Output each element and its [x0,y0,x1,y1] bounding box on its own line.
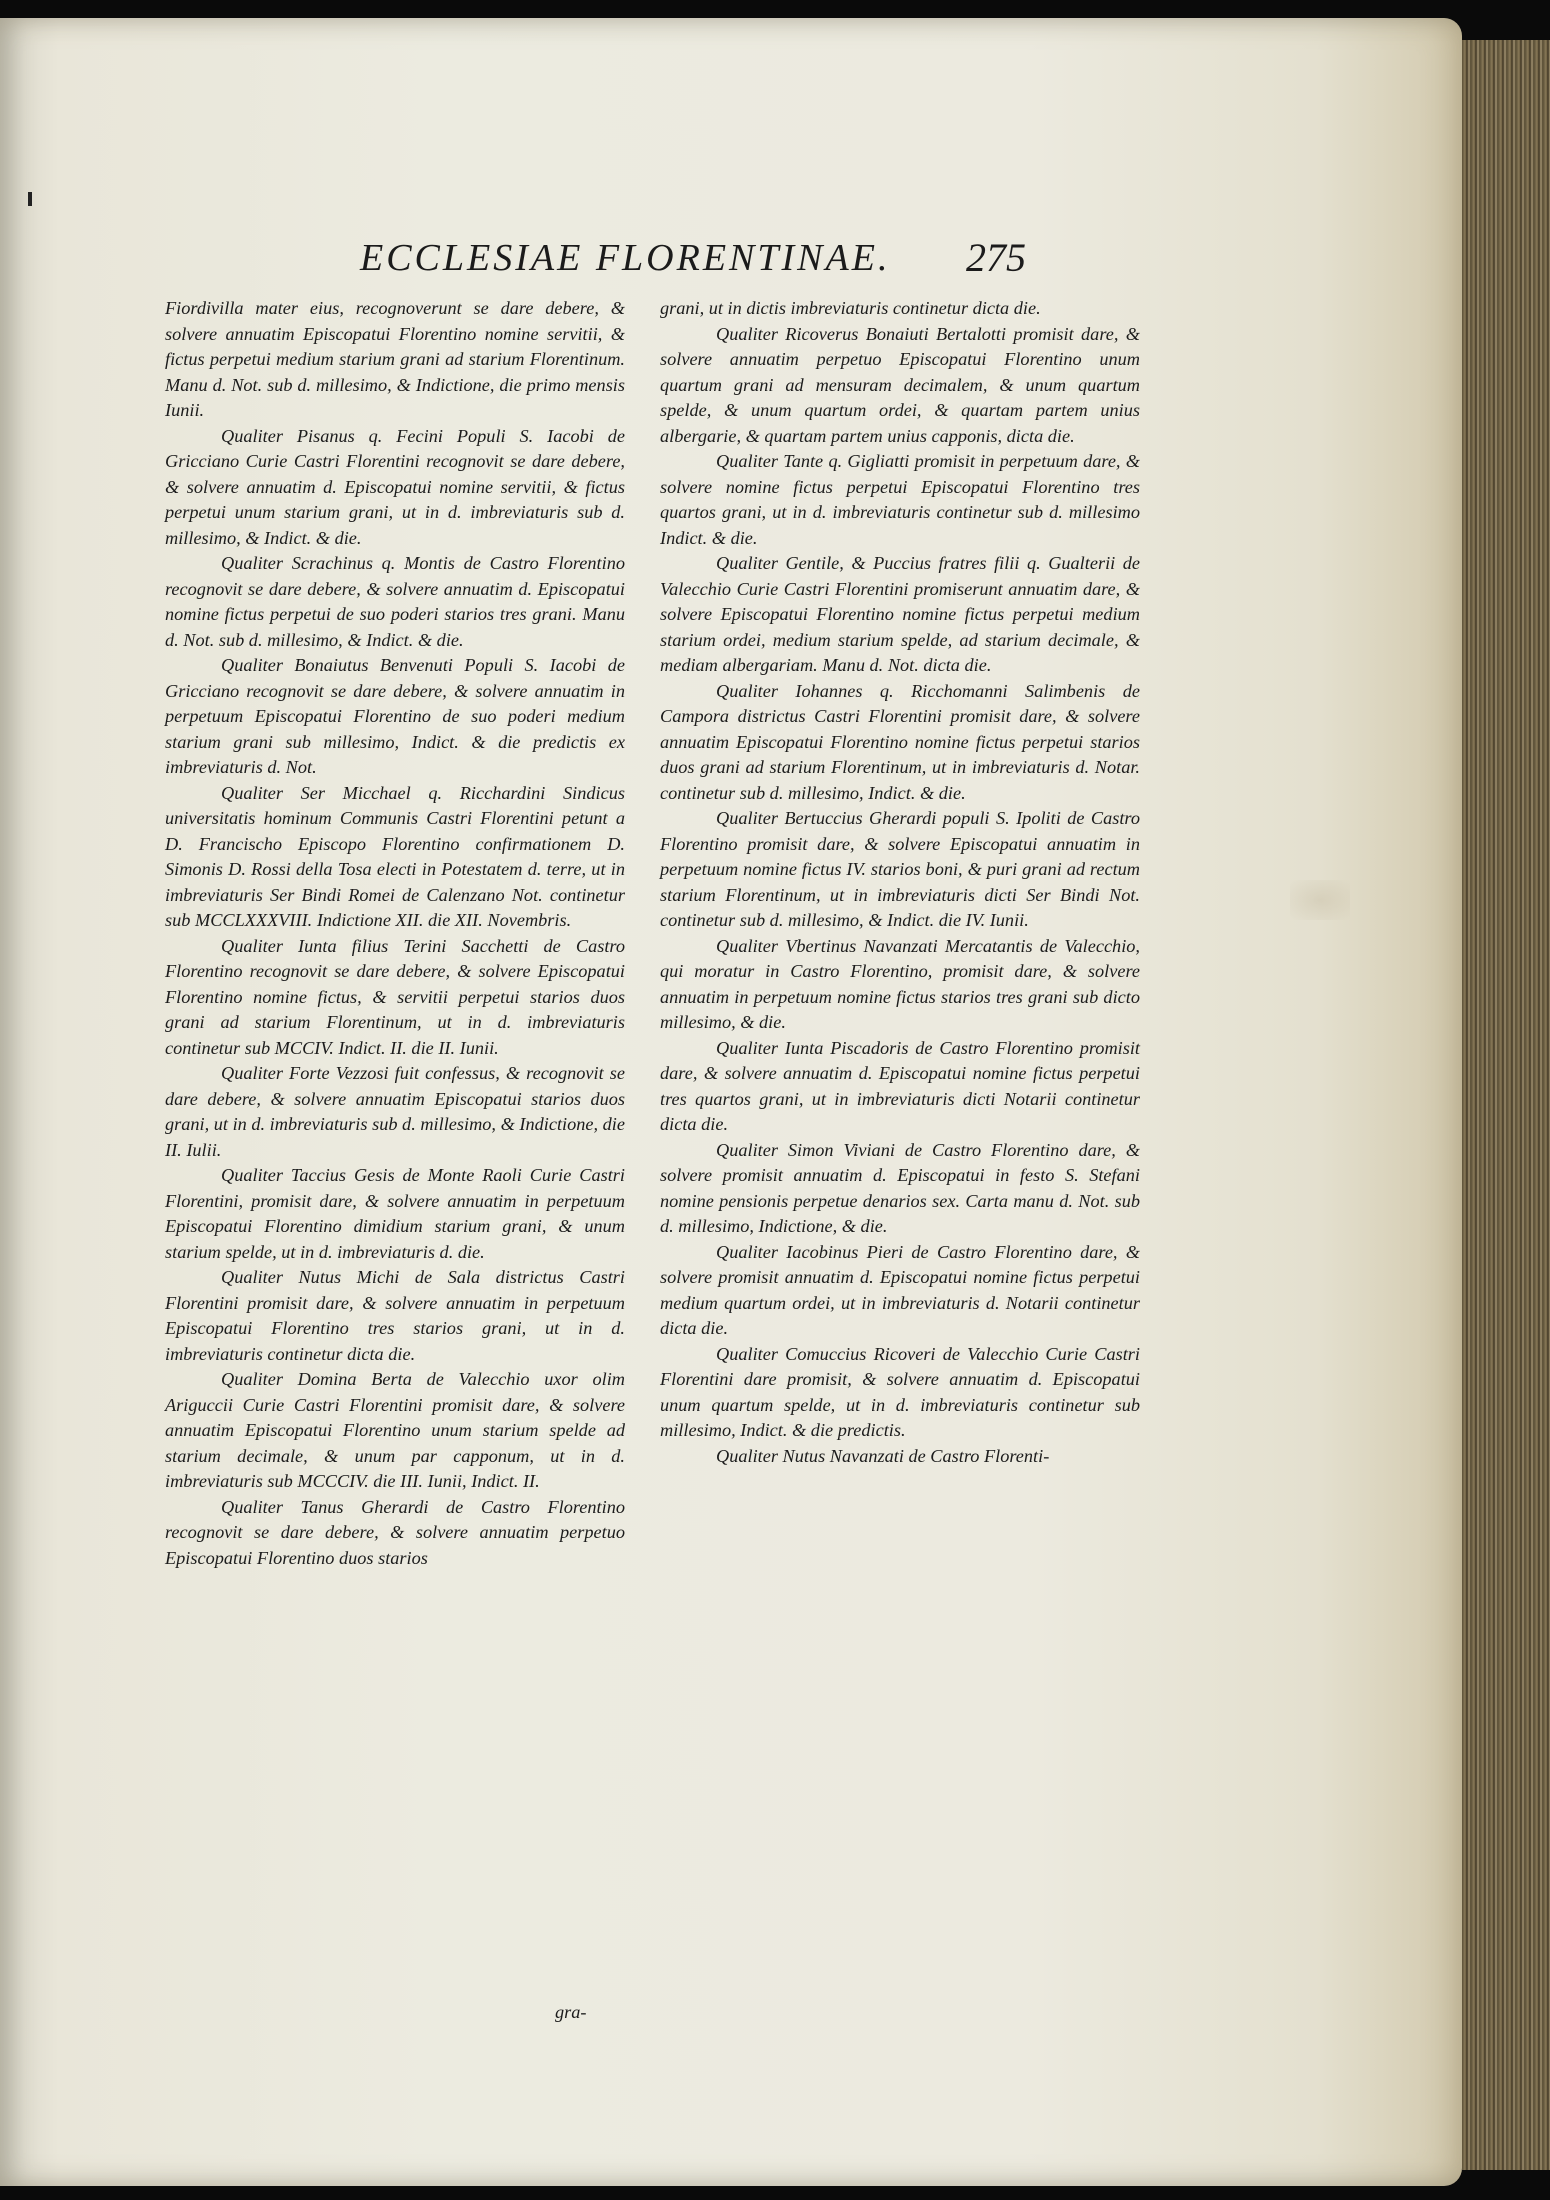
paragraph: Qualiter Tante q. Gigliatti promisit in perpetuum dare, & solvere nomine fictus perpetui Episcopatui Florentino tres quartos grani, ut in d. imbreviaturis continetur sub d. millesimo Indict. & die. [660,451,1140,548]
paragraph: Qualiter Ser Micchael q. Ricchardini Sindicus universitatis hominum Communis Castri Florentini petunt a D. Francischo Episcopo Florentino confirmationem D. Simonis D. Rossi della Tosa electi in Potestatem d. terre, ut in imbreviaturis Ser Bindi Romei de Calenzano Not. continetur sub MCCLXXXVIII. Indictione XII. die XII. Novembris. [165,782,625,930]
right-column [660,296,1140,1469]
paragraph: Qualiter Domina Berta de Valecchio uxor olim Ariguccii Curie Castri Florentini promisit dare, & solvere annuatim Episcopatui Florentino unum starium spelde ad starium decimale, & unum par capponum, ut in d. imbreviaturis sub MCCCIV. die III. Iunii, Indict. II. [165,1369,625,1491]
paragraph: Qualiter Simon Viviani de Castro Florentino dare, & solvere promisit annuatim d. Episcopatui in festo S. Stefani nomine pensionis perpetue denarios sex. Carta manu d. Not. sub d. millesimo, Indictione, & die. [660,1139,1140,1236]
page-number: 275 [966,235,1026,280]
paragraph: Qualiter Bertuccius Gherardi populi S. Ipoliti de Castro Florentino promisit dare, & solvere Episcopatui annuatim in perpetuum nomine fictus IV. starios boni, & puri grani ad rectum starium Florentinum, ut in imbreviaturis dicti Ser Bindi Not. continetur sub d. millesimo, & Indict. die IV. Iunii. [660,808,1140,930]
paragraph: Qualiter Pisanus q. Fecini Populi S. Iacobi de Gricciano Curie Castri Florentini recognovit se dare debere, & solvere annuatim d. Episcopatui nomine servitii, & fictus perpetui unum starium grani, ut in d. imbreviaturis sub d. millesimo, & Indict. & die. [165,425,625,548]
running-header [0,236,1550,296]
paragraph: Qualiter Iacobinus Pieri de Castro Florentino dare, & solvere promisit annuatim d. Episcopatui nomine fictus perpetui medium quartum ordei, ut in imbreviaturis d. Notarii continetur dicta die. [660,1241,1140,1338]
paragraph: grani, ut in dictis imbreviaturis continetur dicta die. [660,298,1041,318]
paragraph: Qualiter Vbertinus Navanzati Mercatantis de Valecchio, qui moratur in Castro Florentino, promisit dare, & solvere annuatim in perpetuum nomine fictus starios tres grani sub dicto millesimo, & die. [660,935,1140,1032]
paragraph: Qualiter Ricoverus Bonaiuti Bertalotti promisit dare, & solvere annuatim perpetuo Episcopatui Florentino unum quartum grani ad mensuram decimalem, & unum quartum spelde, & unum quartum ordei, & quartam partem unius albergarie, & quartam partem unius capponis, dicta die. [660,323,1140,446]
paragraph: Fiordivilla mater eius, recognoverunt se dare debere, & solvere annuatim Episcopatui Florentino nomine servitii, & fictus perpetui medium starium grani ad starium Florentinum. Manu d. Not. sub d. millesimo, & Indictione, die primo mensis Iunii. [165,298,625,420]
page-edges [1462,40,1550,2170]
paragraph: Qualiter Bonaiutus Benvenuti Populi S. Iacobi de Gricciano recognovit se dare debere, & solvere annuatim in perpetuum Episcopatui Florentino de suo poderi medium starium grani sub millesimo, Indict. & die predictis ex imbreviaturis d. Not. [165,655,625,777]
paragraph: Qualiter Iohannes q. Ricchomanni Salimbenis de Campora districtus Castri Florentini promisit dare, & solvere annuatim Episcopatui Florentino nomine fictus perpetui starios duos grani ad starium Florentinum, ut in imbreviaturis d. Notar. continetur sub d. millesimo, Indict. & die. [660,680,1140,803]
margin-mark [28,192,32,206]
paragraph: Qualiter Gentile, & Puccius fratres filii q. Gualterii de Valecchio Curie Castri Florentini promiserunt annuatim dare, & solvere Episcopatui Florentino nomine fictus perpetui medium starium ordei, medium starium spelde, ad starium decimale, & mediam albergariam. Manu d. Not. dicta die. [660,553,1140,675]
catchword: gra- [555,2002,587,2022]
paragraph: Qualiter Taccius Gesis de Monte Raoli Curie Castri Florentini, promisit dare, & solvere annuatim in perpetuum Episcopatui Florentino dimidium starium grani, & unum starium spelde, ut in d. imbreviaturis d. die. [165,1165,625,1262]
paragraph: Qualiter Tanus Gherardi de Castro Florentino recognovit se dare debere, & solvere annuatim perpetuo Episcopatui Florentino duos starios [165,1496,625,1568]
paragraph: Qualiter Iunta filius Terini Sacchetti de Castro Florentino recognovit se dare debere, & solvere Episcopatui Florentino nomine fictus, & servitii perpetui starios duos grani ad starium Florentinum, ut in d. imbreviaturis continetur sub MCCIV. Indict. II. die II. Iunii. [165,935,625,1058]
left-column [165,296,625,1571]
paragraph: Qualiter Nutus Michi de Sala districtus Castri Florentini promisit dare, & solvere annuatim in perpetuum Episcopatui Florentino tres starios grani, ut in d. imbreviaturis continetur dicta die. [165,1267,625,1364]
paper-stain [1290,880,1350,920]
paragraph: Qualiter Iunta Piscadoris de Castro Florentino promisit dare, & solvere annuatim d. Episcopatui nomine fictus perpetui tres quartos grani, ut in imbreviaturis dicti Notarii continetur dicta die. [660,1037,1140,1134]
paragraph: Qualiter Comuccius Ricoveri de Valecchio Curie Castri Florentini dare promisit, & solvere annuatim d. Episcopatui unum quartum spelde, ut in d. imbreviaturis continetur sub millesimo, Indict. & die predictis. [660,1343,1140,1440]
paragraph: Qualiter Nutus Navanzati de Castro Florenti- [716,1445,1050,1466]
running-title: ECCLESIAE FLORENTINAE. [360,237,891,279]
paragraph: Qualiter Forte Vezzosi fuit confessus, & recognovit se dare debere, & solvere annuatim Episcopatui starios duos grani, ut in d. imbreviaturis sub d. millesimo, & Indictione, die II. Iulii. [165,1063,625,1160]
paragraph: Qualiter Scrachinus q. Montis de Castro Florentino recognovit se dare debere, & solvere annuatim d. Episcopatui nomine fictus perpetui de suo poderi starios tres grani. Manu d. Not. sub d. millesimo, & Indict. & die. [165,553,625,650]
